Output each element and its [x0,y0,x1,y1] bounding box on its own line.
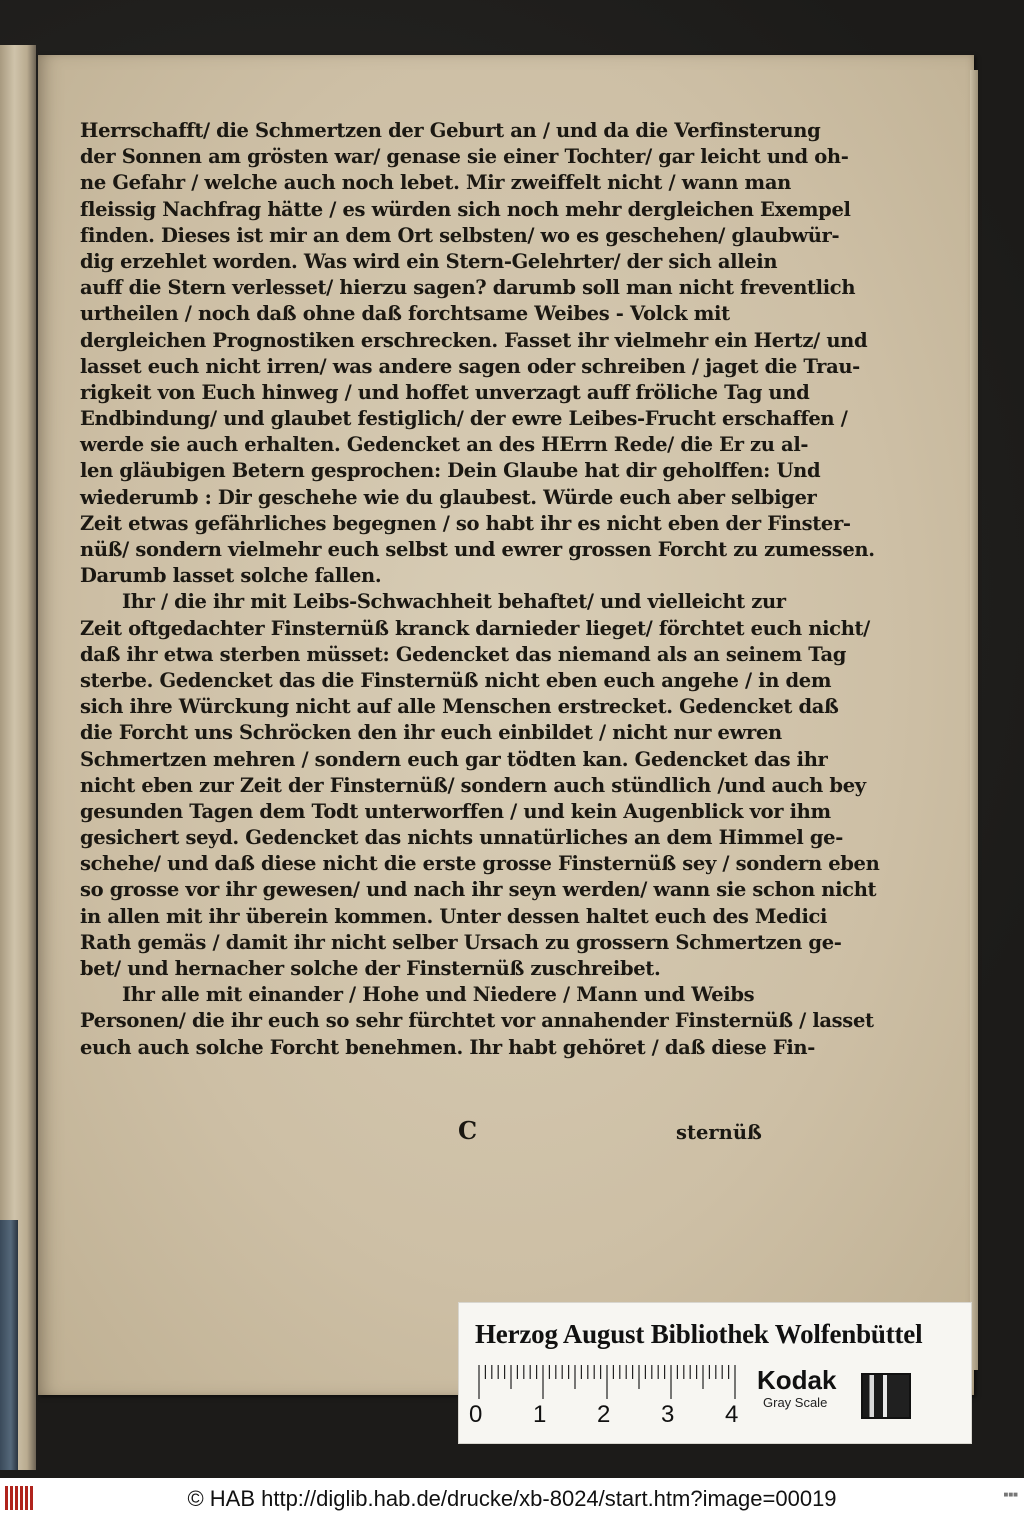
text-line: Zeit oftgedachter Finsternüß kranck darnieder lieget/ förchtet euch nicht/ [80,616,870,640]
copyright-url[interactable]: © HAB http://diglib.hab.de/drucke/xb-8024/start.htm?image=00019 [187,1486,837,1511]
text-line: len gläubigen Betern gesprochen: Dein Glaube hat dir geholffen: Und [80,459,821,483]
text-line: euch auch solche Forcht benehmen. Ihr habt gehöret / daß diese Fin- [80,1035,816,1059]
kodak-brand: Kodak [757,1365,837,1395]
text-line: lasset euch nicht irren/ was andere sagen oder schreiben / jaget die Trau- [80,354,860,378]
text-line: Personen/ die ihr euch so sehr fürchtet vor annahender Finsternüß / lasset [80,1009,874,1033]
text-line: bet/ und hernacher solche der Finsternüß zuschreibet. [80,957,661,980]
text-line: dergleichen Prognostiken erschrecken. Fasset ihr vielmehr ein Hertz/ und [80,328,868,352]
catchword: sternüß [676,1121,762,1144]
page-text-block [80,118,880,1061]
library-label-card [458,1302,972,1444]
gray-scale-caption: Gray Scale [763,1395,828,1410]
text-line: auff die Stern verlesset/ hierzu sagen? darumb soll man nicht freventlich [80,276,856,300]
text-line: daß ihr etwa sterben müsset: Gedencket das niemand als an seinem Tag [80,642,847,666]
text-line: finden. Dieses ist mir an dem Ort selbsten/ wo es geschehen/ glaubwür- [80,223,840,247]
text-line: schehe/ und daß diese nicht die erste grosse Finsternüß sey / sondern eben [80,852,880,876]
scale-number: 4 [725,1401,739,1428]
text-line: der Sonnen am grösten war/ genase sie einer Tochter/ gar leicht und oh- [80,145,849,169]
text-line: gesunden Tagen dem Todt unterworffen / und kein Augenblick vor ihm [80,799,831,823]
text-line: wiederumb : Dir geschehe wie du glaubest. Würde euch aber selbiger [80,485,817,509]
scale-number: 2 [597,1401,611,1428]
text-line: Schmertzen mehren / sondern euch gar tödten kan. Gedencket das ihr [80,747,828,771]
text-line: rigkeit von Euch hinweg / und hoffet unverzagt auff fröliche Tag und [80,380,810,404]
text-line: sterbe. Gedencket das die Finsternüß nicht eben euch angehe / in dem [80,668,832,692]
scale-number: 1 [533,1401,547,1428]
text-line: nüß/ sondern vielmehr euch selbst und ewrer grossen Forcht zu zumessen. [80,538,875,561]
text-line: ne Gefahr / welche auch noch lebet. Mir zweiffelt nicht / wann man [80,171,791,195]
footer-marker: ■■■ [1003,1490,1018,1499]
text-line: so grosse vor ihr gewesen/ und nach ihr seyn werden/ wann sie schon nicht [80,878,877,902]
text-line: Endbindung/ und glaubet festiglich/ der ewre Leibes-Frucht erschaffen / [80,407,848,431]
footer-bar [0,1478,1024,1519]
gray-scale-swatch [861,1373,911,1419]
signature-mark: C [458,1116,478,1145]
text-line: sich ihre Würckung nicht auf alle Menschen erstrecket. Gedencket daß [80,695,839,719]
scale-number: 3 [661,1401,675,1428]
text-line: die Forcht uns Schröcken den ihr euch einbildet / nicht nur ewren [80,721,782,745]
text-line: Rath gemäs / damit ihr nicht selber Ursach zu grossern Schmertzen ge- [80,930,842,954]
text-line: in allen mit ihr überein kommen. Unter dessen haltet euch des Medici [80,904,828,928]
text-line: nicht eben zur Zeit der Finsternüß/ sondern auch stündlich /und auch bey [80,773,866,797]
text-line: dig erzehlet worden. Was wird ein Stern-Gelehrter/ der sich allein [80,249,778,273]
page-fore-edge [970,70,978,1370]
text-line: werde sie auch erhalten. Gedencket an des HErrn Rede/ die Er zu al- [80,433,809,457]
library-name: Herzog August Bibliothek Wolfenbüttel [475,1319,923,1349]
text-line: Zeit etwas gefährliches begegnen / so habt ihr es nicht eben der Finster- [80,511,851,535]
text-line: Herrschafft/ die Schmertzen der Geburt an / und da die Verfinsterung [80,119,821,142]
text-line: Ihr alle mit einander / Hohe und Niedere / Mann und Weibs [122,983,755,1007]
text-line: urtheilen / noch daß ohne daß forchtsame Weibes - Volck mit [80,302,730,326]
binding-cover-edge [0,1220,18,1470]
text-line: Darumb lasset solche fallen. [80,564,382,588]
text-line: Ihr / die ihr mit Leibs-Schwachheit behaftet/ und vielleicht zur [122,590,786,614]
scale-number: 0 [469,1401,483,1428]
text-line: gesichert seyd. Gedencket das nichts unnatürliches an dem Himmel ge- [80,826,843,850]
text-line: fleissig Nachfrag hätte / es würden sich noch mehr dergleichen Exempel [80,197,851,221]
